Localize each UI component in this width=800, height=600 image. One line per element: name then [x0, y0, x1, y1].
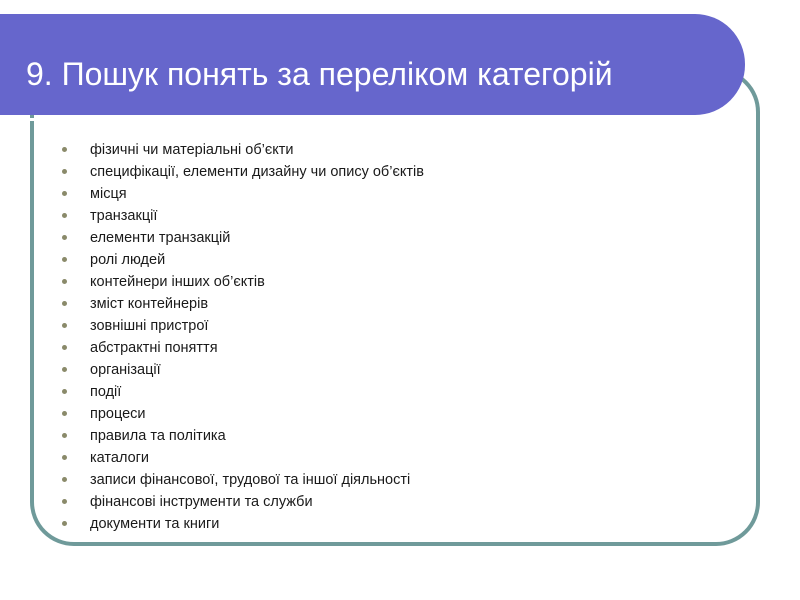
bullet-icon	[62, 301, 67, 306]
bullet-icon	[62, 147, 67, 152]
bullet-icon	[62, 191, 67, 196]
bullet-icon	[62, 169, 67, 174]
list-item-text: фізичні чи матеріальні об’єкти	[90, 142, 294, 158]
list-item-text: організації	[90, 362, 161, 378]
bullet-icon	[62, 433, 67, 438]
bullet-icon	[62, 345, 67, 350]
list-item-text: контейнери інших об’єктів	[90, 274, 265, 290]
list-item-text: каталоги	[90, 450, 150, 466]
bullet-icon	[62, 235, 67, 240]
list-item	[62, 447, 424, 469]
list-item-text: зміст контейнерів	[90, 296, 209, 312]
list-item-text: процеси	[90, 406, 146, 422]
list-item	[62, 271, 424, 293]
bullet-icon	[62, 521, 67, 526]
bullet-icon	[62, 477, 67, 482]
slide-title: 9. Пошук понять за переліком категорій	[26, 56, 613, 92]
list-item	[62, 469, 424, 491]
bullet-icon	[62, 323, 67, 328]
list-item-text: зовнішні пристрої	[90, 318, 209, 334]
bullet-icon	[62, 257, 67, 262]
title-underline	[0, 118, 706, 121]
list-item-text: записи фінансової, трудової та іншої діяльності	[90, 472, 411, 488]
list-item-text: документи та книги	[90, 516, 220, 532]
title-bar	[0, 14, 745, 115]
list-item-text: місця	[90, 186, 127, 202]
list-item-text: транзакції	[90, 208, 158, 224]
list-item-text: ролі людей	[90, 252, 166, 268]
list-item	[62, 315, 424, 337]
list-item-text: правила та політика	[90, 428, 226, 444]
list-item	[62, 513, 424, 535]
list-item	[62, 381, 424, 403]
category-list	[62, 139, 424, 535]
list-item	[62, 183, 424, 205]
list-item	[62, 249, 424, 271]
bullet-icon	[62, 499, 67, 504]
list-item-text: елементи транзакцій	[90, 230, 231, 246]
bullet-icon	[62, 455, 67, 460]
list-item-text: події	[90, 384, 122, 400]
list-item	[62, 337, 424, 359]
list-item	[62, 359, 424, 381]
list-item	[62, 403, 424, 425]
bullet-icon	[62, 279, 67, 284]
list-item	[62, 139, 424, 161]
list-item	[62, 293, 424, 315]
bullet-icon	[62, 213, 67, 218]
list-item-text: фінансові інструменти та служби	[90, 494, 313, 510]
list-item	[62, 227, 424, 249]
list-item-text: абстрактні поняття	[90, 340, 218, 356]
bullet-icon	[62, 367, 67, 372]
bullet-icon	[62, 411, 67, 416]
list-item-text: специфікації, елементи дизайну чи опису об’єктів	[90, 164, 424, 180]
list-item	[62, 161, 424, 183]
bullet-icon	[62, 389, 67, 394]
list-item	[62, 205, 424, 227]
list-item	[62, 491, 424, 513]
list-item	[62, 425, 424, 447]
